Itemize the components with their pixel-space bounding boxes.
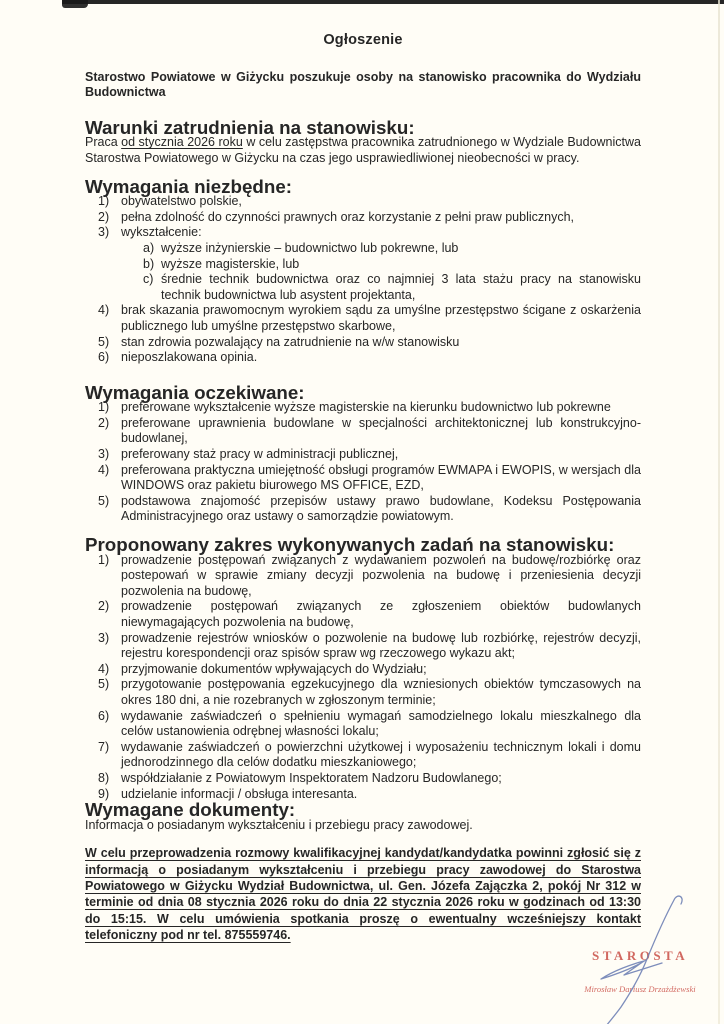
sub-list-item-text: wyższe magisterskie, lub [161, 256, 300, 271]
list-item-text: preferowane wykształcenie wyższe magisterskie na kierunku budownictwo lub pokrewne [121, 400, 611, 415]
list-item-text: wydawanie zaświadczeń o powierzchni użytkowej i wyposażeniu technicznym lokali i domu jednorodzinnego dla celów dodatku mieszkaniowego; [121, 739, 641, 770]
list-item-text: preferowany staż pracy w administracji publicznej, [121, 447, 399, 462]
list-item-number: 3) [98, 447, 110, 462]
warunki-paragraph [85, 135, 641, 166]
list-item-number: 2) [98, 415, 110, 430]
signatory-name: Mirosław Dariusz Drzażdżewski [584, 984, 696, 994]
sub-list-item-text: średnie technik budownictwa oraz co najmniej 3 lata stażu pracy na stanowisku technik budownictwa lub asystent projektanta, [161, 272, 641, 302]
list-item-text: prowadzenie postępowań związanych ze zgłoszeniem obiektów budowlanych niewymagających pozwolenia na budowę, [121, 599, 641, 629]
list-item-number: 8) [98, 770, 110, 785]
list-item-text: brak skazania prawomocnym wyrokiem sądu za umyślne przestępstwo ścigane z oskarżenia publicznego lub umyślne przestępstwo skarbowe, [121, 303, 641, 333]
warunki-text-post: w celu zastępstwa pracownika zatrudnionego w Wydziale Budownictwa Starostwa Powiatowego w Giżycku na czas jego usprawiedliwionej nieobecności w pracy. [85, 135, 641, 165]
list-item [85, 662, 641, 678]
list-item [85, 210, 641, 226]
section-heading-dokumenty: Wymagane dokumenty: [85, 799, 296, 821]
list-niezbedne [85, 194, 641, 366]
list-item-text: udzielanie informacji / obsługa interesanta. [121, 786, 358, 801]
section-heading-zakres: Proponowany zakres wykonywanych zadań na stanowisku: [85, 534, 615, 556]
list-item-text: przygotowanie postępowania egzekucyjnego dla wzniesionych obiektów tymczasowych na okres 180 dni, a nie rozebranych w zgłoszonym terminie; [121, 677, 641, 707]
list-item [85, 677, 641, 708]
list-item-text: obywatelstwo polskie, [121, 194, 242, 209]
list-item [85, 350, 641, 366]
list-item-number: 4) [98, 661, 110, 676]
list-item [85, 335, 641, 351]
list-item-number: 5) [98, 493, 110, 508]
sub-list-item-letter: a) [143, 240, 155, 255]
list-oczekiwane [85, 400, 641, 525]
list-item [85, 225, 641, 241]
list-item-number: 2) [98, 209, 110, 224]
dokumenty-paragraph: Informacja o posiadanym wykształceniu i przebiegu pracy zawodowej. [85, 817, 473, 832]
list-item-text: wykształcenie: [121, 225, 202, 240]
list-item-text: współdziałanie z Powiatowym Inspektoratem Nadzoru Budowlanego; [121, 770, 502, 785]
list-item-number: 1) [98, 194, 110, 209]
list-item-text: podstawowa znajomość przepisów ustawy prawo budowlane, Kodeksu Postępowania Administracyjnego oraz ustawy o samorządzie powiatowym. [121, 493, 641, 524]
list-item-number: 3) [98, 630, 110, 645]
list-item-number: 7) [98, 739, 110, 754]
list-item [85, 303, 641, 334]
list-item-number: 4) [98, 303, 110, 318]
list-item-text: wydawanie zaświadczeń o spełnieniu wymagań samodzielnego lokalu mieszkalnego dla celów ustanowienia odrębnej własności lokalu; [121, 708, 641, 739]
sub-list-item [143, 257, 641, 273]
list-item-number: 9) [98, 786, 110, 801]
warunki-text-underlined: od stycznia 2026 roku [121, 135, 243, 150]
list-item-number: 6) [98, 708, 110, 723]
sub-list-item-text: wyższe inżynierskie – budownictwo lub pokrewne, lub [161, 240, 459, 255]
list-item [85, 631, 641, 662]
section-heading-oczekiwane: Wymagania oczekiwane: [85, 381, 305, 403]
intro-paragraph: Starostwo Powiatowe w Giżycku poszukuje osoby na stanowisko pracownika do Wydziału Budownictwa [85, 69, 641, 100]
scan-artifact-blob [62, 0, 88, 8]
list-item-text: nieposzlakowana opinia. [121, 350, 258, 365]
scan-artifact-right-edge [718, 0, 720, 1024]
document-body [85, 33, 641, 943]
sub-list-item-letter: c) [143, 272, 154, 287]
sub-list-item [143, 241, 641, 257]
list-item-text: preferowane uprawnienia budowlane w specjalności architektonicznej lub konstrukcyjno-budowlanej, [121, 415, 641, 446]
list-item-number: 5) [98, 677, 110, 692]
list-zakres [85, 553, 641, 803]
list-item-text: preferowana praktyczna umiejętność obsługi programów EWMAPA i EWOPIS, w wersjach dla WINDOWS oraz pakietu biurowego MS OFFICE, EZD, [121, 462, 641, 493]
list-item [85, 740, 641, 771]
list-item [85, 400, 641, 416]
stamp-starosta-title: STAROSTA [592, 948, 689, 963]
sub-list-item-letter: b) [143, 256, 155, 271]
sub-list-item [143, 272, 641, 303]
list-item [85, 553, 641, 600]
section-heading-niezbedne: Wymagania niezbędne: [85, 175, 292, 197]
list-item [85, 771, 641, 787]
list-item [85, 709, 641, 740]
list-item-number: 6) [98, 350, 110, 365]
list-item [85, 463, 641, 494]
list-item-number: 4) [98, 462, 110, 477]
list-item-number: 1) [98, 552, 110, 567]
list-item-text: przyjmowanie dokumentów wpływających do Wydziału; [121, 661, 427, 676]
list-item-number: 3) [98, 225, 110, 240]
list-item-text: pełna zdolność do czynności prawnych oraz korzystanie z pełni praw publicznych, [121, 209, 575, 224]
list-item [85, 494, 641, 525]
final-notice-paragraph: W celu przeprowadzenia rozmowy kwalifikacyjnej kandydat/kandydatka powinni zgłosić się z informacją o posiadanym wykształceniu i przebiegu pracy zawodowej do Starostwa Powiatowego w Giżycku Wydział Budownictwa, ul. Gen. Józefa Zajączka 2, pokój Nr 312 w terminie od dnia 08 stycznia 2026 roku do dnia 22 stycznia 2026 roku w godzinach od 13:30 do 15:15. W celu umówienia spotkania proszę o ewentualny wcześniejszy kontakt telefoniczny pod nr tel. 875559746. [85, 846, 641, 942]
list-item-number: 1) [98, 400, 110, 415]
list-item-number: 5) [98, 334, 110, 349]
document-title: Ogłoszenie [323, 32, 403, 48]
scan-artifact-top-bar [62, 0, 724, 4]
list-item-text: stan zdrowia pozwalający na zatrudnienie na w/w stanowisku [121, 334, 460, 349]
list-item [85, 447, 641, 463]
list-item-text: prowadzenie postępowań związanych z wydawaniem pozwoleń na budowę/rozbiórkę oraz postepowań w sprawie zmiany decyzji pozwolenia na budowę i przeniesienia decyzji pozwolenia na budowę, [121, 552, 641, 598]
warunki-text-pre: Praca [85, 135, 122, 150]
list-item [85, 416, 641, 447]
list-item-number: 2) [98, 599, 110, 614]
list-item [85, 599, 641, 630]
list-item-text: prowadzenie rejestrów wniosków o pozwolenie na budowę lub rozbiórkę, rejestrów decyzji, rejestru korespondencji oraz spisów spraw wg rzeczowego wykazu akt; [121, 630, 641, 661]
list-item [85, 194, 641, 210]
section-heading-warunki: Warunki zatrudnienia na stanowisku: [85, 116, 415, 138]
